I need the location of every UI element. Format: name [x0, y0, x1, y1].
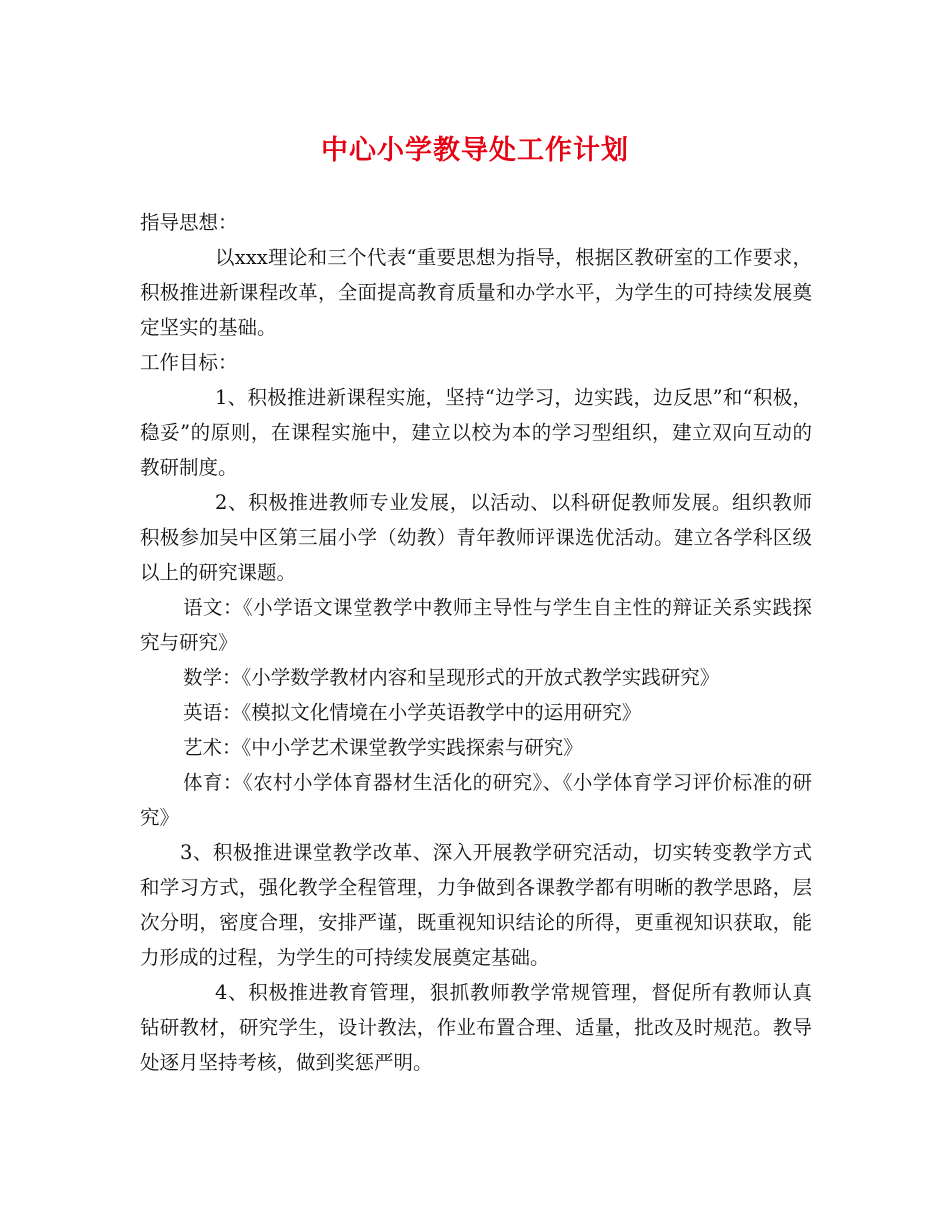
- section-heading-work-goals: 工作目标：: [140, 351, 238, 374]
- research-topic-pe: 体育：《农村小学体育器材生活化的研究》、《小学体育学习评价标准的研究》: [140, 771, 812, 829]
- paragraph-goal-3: 3、积极推进课堂教学改革、深入开展教学研究活动，切实转变教学方式和学习方式，强化教学全程管理，力争做到各课教学都有明晰的教学思路，层次分明，密度合理，安排严谨，既重视知识结论的所得，更重视知识获取，能力形成的过程，为学生的可持续发展奠定基础。: [140, 841, 812, 969]
- paragraph-goal-1: 1、积极推进新课程实施，坚持“边学习，边实践，边反思”和“积极，稳妥”的原则，在课程实施中，建立以校为本的学习型组织，建立双向互动的教研制度。: [140, 386, 812, 479]
- section-heading-guiding-thought: 指导思想：: [140, 211, 238, 234]
- paragraph-goal-2: 2、积极推进教师专业发展，以活动、以科研促教师发展。组织教师积极参加吴中区第三届小学（幼教）青年教师评课选优活动。建立各学科区级以上的研究课题。: [140, 491, 812, 584]
- research-topic-chinese: 语文：《小学语文课堂教学中教师主导性与学生自主性的辩证关系实践探究与研究》: [140, 596, 812, 654]
- research-topic-english: 英语：《模拟文化情境在小学英语教学中的运用研究》: [183, 701, 642, 724]
- research-topic-math: 数学：《小学数学教材内容和呈现形式的开放式教学实践研究》: [183, 666, 720, 689]
- document-body: [140, 205, 812, 1080]
- paragraph-guiding-thought: 以xxx理论和三个代表“重要思想为指导，根据区教研室的工作要求，积极推进新课程改革，全面提高教育质量和办学水平，为学生的可持续发展奠定坚实的基础。: [140, 246, 812, 339]
- research-topic-art: 艺术：《中小学艺术课堂教学实践探索与研究》: [183, 736, 583, 759]
- document-title: 中心小学教导处工作计划: [321, 135, 629, 166]
- paragraph-goal-4: 4、积极推进教育管理，狠抓教师教学常规管理，督促所有教师认真钻研教材，研究学生，设计教法，作业布置合理、适量，批改及时规范。教导处逐月坚持考核，做到奖惩严明。: [140, 981, 812, 1074]
